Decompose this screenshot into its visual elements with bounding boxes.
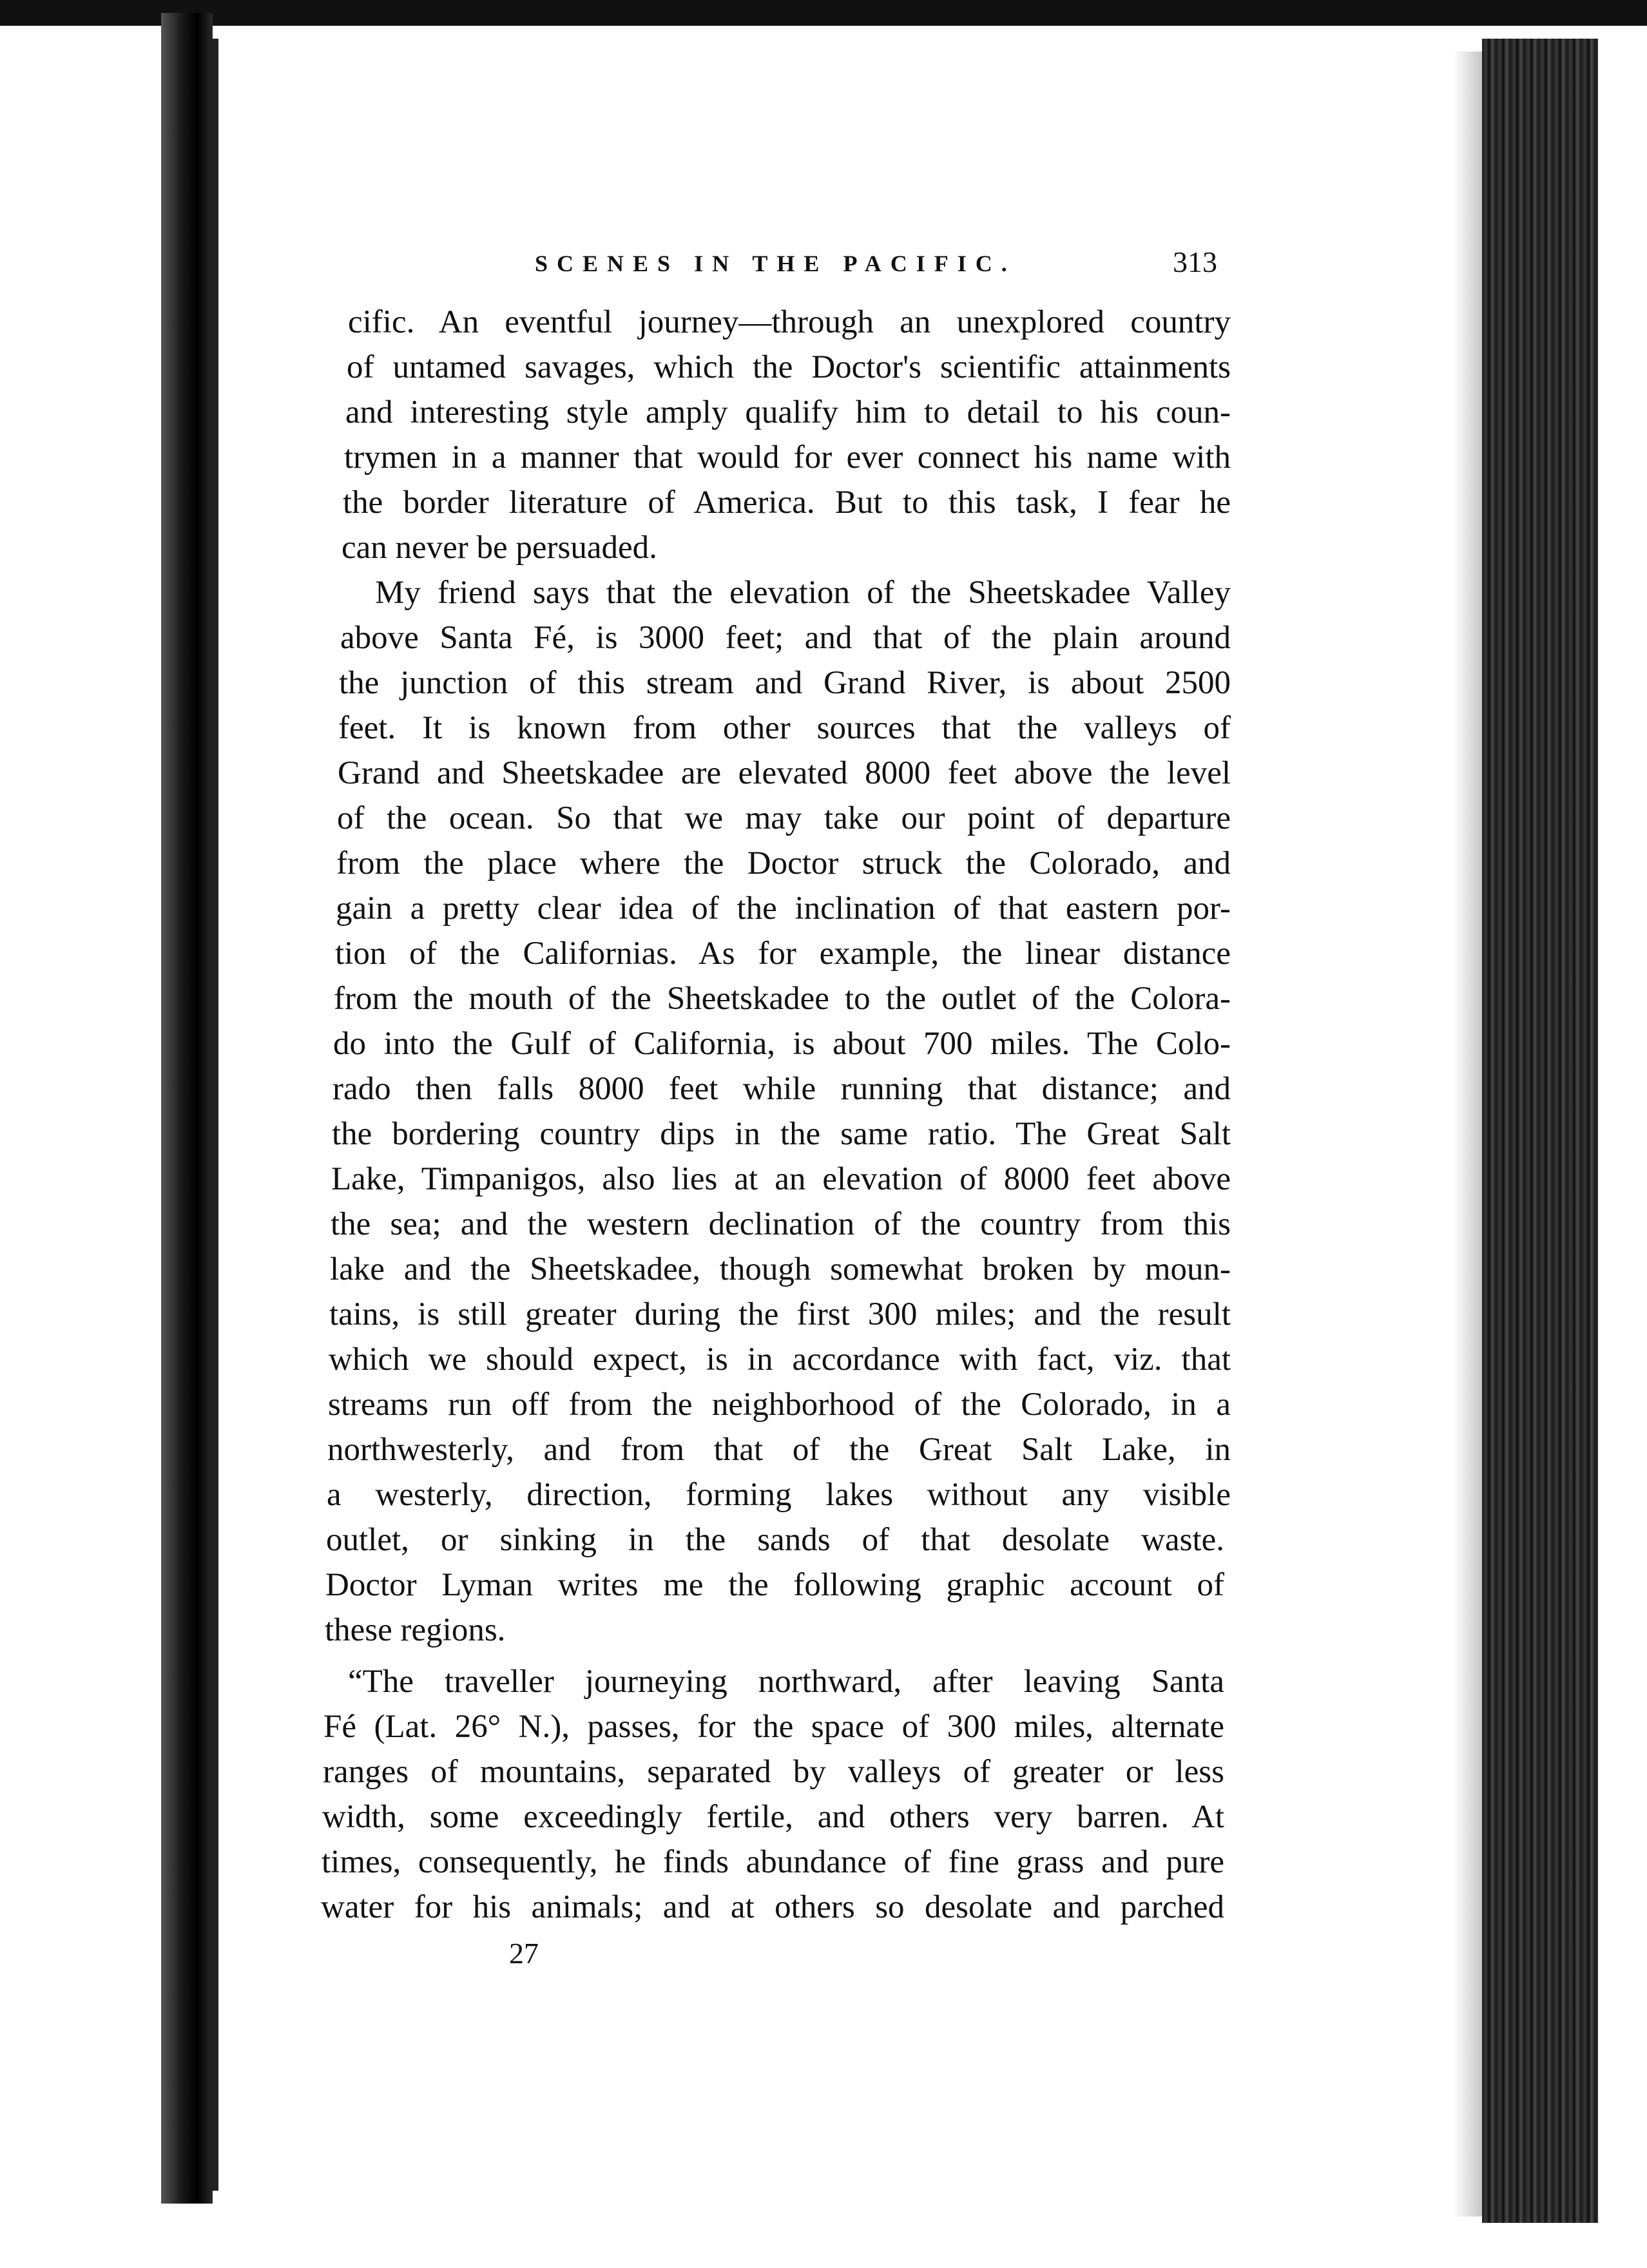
text-line: Grand and Sheetskadee are elevated 8000 feet above the level <box>338 755 1231 791</box>
text-line: the sea; and the western declination of the country from this <box>331 1206 1231 1242</box>
text-line: lake and the Sheetskadee, though somewhat broken by moun- <box>330 1251 1231 1287</box>
text-line: can never be persuaded. <box>342 530 657 566</box>
text-line: Lake, Timpanigos, also lies at an elevation of 8000 feet above <box>331 1161 1231 1197</box>
text-line: from the place where the Doctor struck the Colorado, and <box>336 845 1231 881</box>
text-line: ranges of mountains, separated by valleys of greater or less <box>323 1754 1224 1790</box>
gutter-edge <box>209 39 218 2191</box>
text-line: feet. It is known from other sources that the valleys of <box>338 710 1231 746</box>
running-head: SCENES IN THE PACIFIC. <box>535 251 1016 276</box>
text-line: do into the Gulf of California, is about 700 miles. The Colo- <box>333 1026 1231 1062</box>
text-line: of the ocean. So that we may take our point of departure <box>337 800 1231 836</box>
text-line: the border literature of America. But to this task, I fear he <box>343 485 1231 521</box>
scan-background-right <box>1598 26 1647 2268</box>
text-line: the bordering country dips in the same ratio. The Great Salt <box>332 1116 1231 1152</box>
text-line: outlet, or sinking in the sands of that desolate waste. <box>326 1522 1224 1558</box>
text-line: and interesting style amply qualify him to detail to his coun- <box>345 394 1231 430</box>
page-edge-shadow <box>1453 52 1485 2216</box>
scan-background-top <box>0 0 1647 26</box>
book-fore-edge <box>1482 39 1611 2223</box>
facing-page-left <box>0 26 161 2204</box>
text-line: of untamed savages, which the Doctor's scientific attainments <box>347 349 1231 385</box>
text-line: which we should expect, is in accordance with fact, viz. that <box>329 1341 1231 1378</box>
text-line: these regions. <box>325 1612 506 1648</box>
text-line: streams run off from the neighborhood of the Colorado, in a <box>328 1387 1231 1423</box>
page-number: 313 <box>1173 245 1217 278</box>
signature-mark: 27 <box>509 1937 539 1970</box>
text-line: gain a pretty clear idea of the inclination of that eastern por- <box>336 890 1231 927</box>
text-line: rado then falls 8000 feet while running that distance; and <box>332 1071 1231 1107</box>
text-line: cific. An eventful journey—through an unexplored country <box>348 304 1231 340</box>
text-line: water for his animals; and at others so desolate and parched <box>321 1889 1224 1925</box>
text-line: northwesterly, and from that of the Great Salt Lake, in <box>327 1432 1231 1468</box>
text-line: My friend says that the elevation of the Sheetskadee Valley <box>375 575 1231 611</box>
text-line: a westerly, direction, forming lakes without any visible <box>327 1477 1231 1513</box>
book-gutter <box>161 13 213 2204</box>
text-line: tains, is still greater during the first 300 miles; and the result <box>329 1296 1231 1332</box>
text-line: above Santa Fé, is 3000 feet; and that of the plain around <box>340 620 1231 656</box>
text-line: Fé (Lat. 26° N.), passes, for the space of 300 miles, alternate <box>323 1709 1224 1745</box>
text-line: from the mouth of the Sheetskadee to the outlet of the Colora- <box>334 981 1231 1017</box>
text-line: Doctor Lyman writes me the following graphic account of <box>325 1567 1224 1603</box>
text-line: times, consequently, he finds abundance of fine grass and pure <box>322 1844 1224 1880</box>
text-line: tion of the Californias. As for example, the linear distance <box>335 936 1231 972</box>
text-line: width, some exceedingly fertile, and others very barren. At <box>322 1799 1224 1835</box>
text-line: trymen in a manner that would for ever connect his name with <box>344 439 1231 476</box>
text-line: “The traveller journeying northward, after leaving Santa <box>348 1664 1224 1700</box>
text-line: the junction of this stream and Grand River, is about 2500 <box>339 665 1231 701</box>
